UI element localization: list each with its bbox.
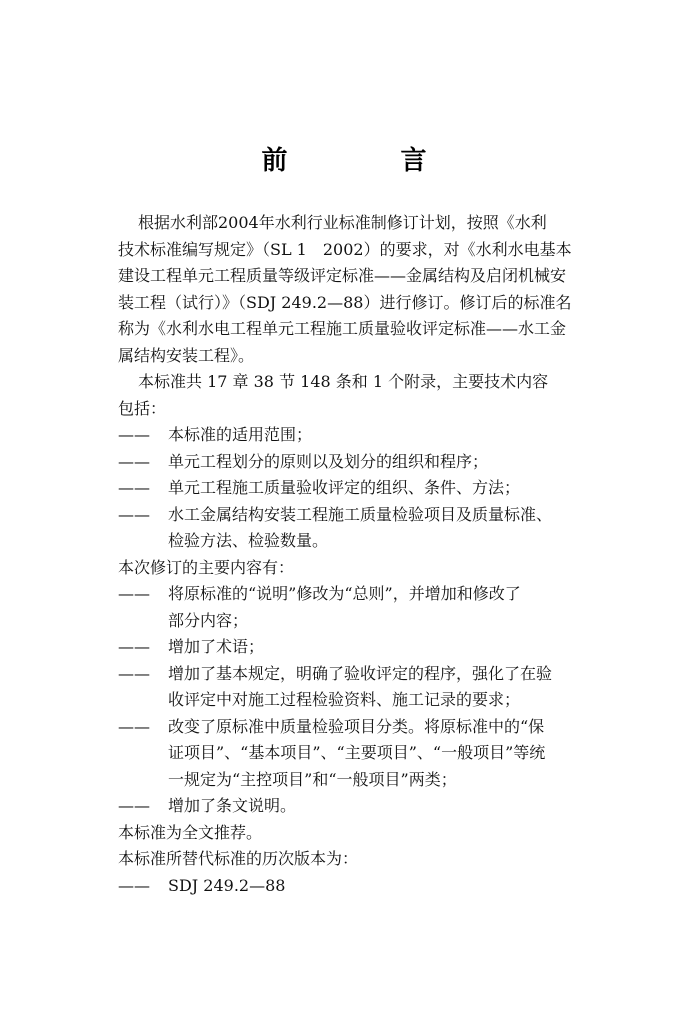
text-line: 一规定为“主控项目”和“一般项目”两类； [168,769,457,789]
list-dash: —— [118,796,150,815]
text-line: 本标准的适用范围； [168,425,313,444]
list-item-text [168,793,612,820]
paragraph-background [118,210,612,369]
list-item-text [168,661,612,714]
text-line: 根据水利部2004年水利行业标准制修订计划，按照《水利 [138,213,547,232]
text-line: 部分内容； [168,610,249,630]
text-line: 增加了术语； [168,637,265,656]
history-intro: 本标准所替代标准的历次版本为： [118,849,359,868]
list-item-text [168,714,612,794]
list-dash: —— [118,584,150,603]
list-item [118,581,612,634]
text-line: 技术标准编写规定》（SL 1 2002）的要求，对《水利水电基本 [118,239,572,259]
list-dash: —— [118,504,150,524]
list-dash: —— [118,663,150,683]
list-dash: —— [118,716,150,736]
page-title: 前 言 [261,146,479,176]
revision-list [118,581,612,820]
list-item-text [168,581,612,634]
text-line: 将原标准的“说明”修改为“总则”，并增加和修改了 [168,584,521,603]
list-item-text [168,422,612,449]
text-line: 属结构安装工程》。 [118,345,255,365]
text-line: 改变了原标准中质量检验项目分类。将原标准中的“保 [168,716,545,736]
text-line: 检验方法、检验数量。 [168,531,329,550]
list-dash: —— [118,425,150,444]
text-line: 收评定中对施工过程检验资料、施工记录的要求； [168,690,521,709]
text-line: 单元工程划分的原则以及划分的组织和程序； [168,451,489,471]
list-item-text [168,634,612,661]
list-dash: —— [118,637,150,656]
list-item [118,661,612,714]
text-line: 装工程（试行）》（SDJ 249.2—88）进行修订。修订后的标准名 [118,292,572,312]
text-line: SDJ 249.2—88 [168,875,286,895]
text-line: 增加了条文说明。 [168,796,297,815]
list-item-text [168,873,612,900]
list-item [118,502,612,555]
paragraph-contents [118,369,612,422]
foreword-body [118,210,612,899]
list-item [118,793,612,820]
list-item [118,714,612,794]
list-item-text [168,502,612,555]
revision-intro: 本次修订的主要内容有： [118,557,295,577]
text-line: 单元工程施工质量验收评定的组织、条件、方法； [168,478,521,497]
list-item [118,873,612,900]
list-item [118,449,612,476]
list-item [118,422,612,449]
text-line: 水工金属结构安装工程施工质量检验项目及质量标准、 [168,504,553,524]
text-line: 包括： [118,398,167,418]
text-line: 证项目”、“基本项目”、“主要项目”、“一般项目”等统 [168,743,546,762]
scope-list [118,422,612,555]
list-item [118,475,612,502]
text-line: 称为《水利水电工程单元工程施工质量验收评定标准——水工金 [118,319,567,338]
list-item [118,634,612,661]
history-list [118,873,612,900]
list-dash: —— [118,875,150,895]
recommendation-note: 本标准为全文推荐。 [118,822,263,842]
list-item-text [168,449,612,476]
list-dash: —— [118,451,150,471]
text-line: 本标准共 17 章 38 节 148 条和 1 个附录，主要技术内容 [138,372,549,391]
text-line: 建设工程单元工程质量等级评定标准——金属结构及启闭机械安 [118,266,567,285]
text-line: 增加了基本规定，明确了验收评定的程序，强化了在验 [168,663,553,683]
list-item-text [168,475,612,502]
list-dash: —— [118,478,150,497]
